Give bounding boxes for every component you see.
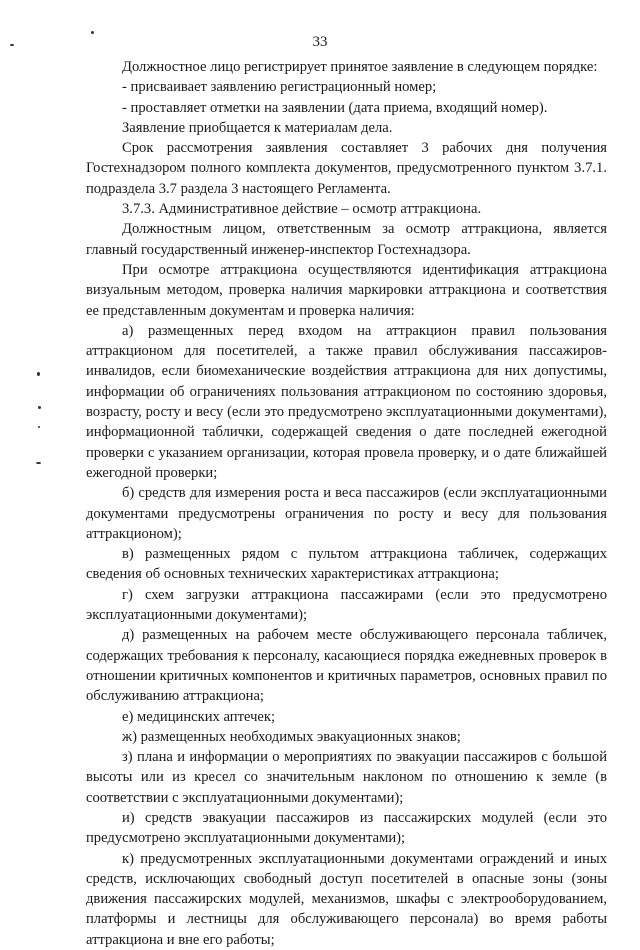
list-item: з) плана и информации о мероприятиях по эвакуации пассажиров с большой высоты или из кресел со значительным наклоном по отношению к земле (в соответствии с эксплуатационными документами); <box>86 749 607 806</box>
list-item: к) предусмотренных эксплуатационными документами ограждений и иных средств, исключающих свободный доступ посетителей в опасные зоны (зоны движения пассажирских модулей, механизмов, шкафы с электрооборудованием, платформы и лестницы для обслуживающего персонала) во время работы аттракциона и вне его работы; <box>86 850 607 948</box>
paragraph: При осмотре аттракциона осуществляются идентификация аттракциона визуальным методом, проверка наличия маркировки аттракциона и соответствия ее представленным документам и проверка наличия: <box>86 261 607 319</box>
page-number: 33 <box>312 34 328 50</box>
paragraph: Должностное лицо регистрирует принятое заявление в следующем порядке: <box>122 59 598 75</box>
paragraph: - присваивает заявлению регистрационный номер; <box>122 79 437 96</box>
scan-mark <box>91 31 94 34</box>
list-item: д) размещенных на рабочем месте обслуживающего персонала табличек, содержащих требования к персоналу, касающиеся порядка ежедневных проверок в отношении критичных компонентов и критичных параметров, основных правил по обслуживанию аттракциона; <box>86 627 607 705</box>
list-item: г) схем загрузки аттракциона пассажирами (если это предусмотрено эксплуатационными документами); <box>86 586 607 624</box>
scan-mark <box>38 406 41 409</box>
document-body <box>86 57 607 950</box>
scan-mark <box>36 462 41 464</box>
list-item: а) размещенных перед входом на аттракцион правил пользования аттракционом для посетителей, а также правил обслуживания пассажиров-инвалидов, если биомеханические воздействия аттракциона для них допустимы, информации об ограничениях пользования аттракционом по состоянию здоровья, возрасту, росту и весу (если это предусмотрено эксплуатационными документами), информационной таблички, содержащей сведения о дате последней ежегодной проверки с указанием организации, которая провела проверку, и о дате ближайшей ежегодной проверки; <box>86 322 607 481</box>
list-item: ж) размещенных необходимых эвакуационных знаков; <box>122 728 461 745</box>
list-item: и) средств эвакуации пассажиров из пассажирских модулей (если это предусмотрено эксплуатационными документами); <box>86 809 607 847</box>
list-item: в) размещенных рядом с пультом аттракциона табличек, содержащих сведения об основных технических характеристиках аттракциона; <box>86 546 607 583</box>
section-heading: 3.7.3. Административное действие – осмотр аттракциона. <box>122 201 482 218</box>
scan-mark <box>10 44 14 46</box>
paragraph: - проставляет отметки на заявлении (дата приема, входящий номер). <box>122 99 548 116</box>
paragraph: Заявление приобщается к материалам дела. <box>122 119 393 136</box>
list-item: б) средств для измерения роста и веса пассажиров (если эксплуатационными документами предусмотрены ограничения по росту и весу для пользования аттракционом); <box>86 485 607 542</box>
scan-mark <box>37 372 40 376</box>
paragraph: Должностным лицом, ответственным за осмотр аттракциона, является главный государственный инженер-инспектор Гостехнадзора. <box>86 221 607 258</box>
scan-mark <box>38 426 40 428</box>
paragraph: Срок рассмотрения заявления составляет 3 рабочих дня получения Гостехнадзором полного комплекта документов, предусмотренного пунктом 3.7.1. подраздела 3.7 раздела 3 настоящего Регламента. <box>86 140 607 197</box>
list-item: е) медицинских аптечек; <box>122 708 276 725</box>
